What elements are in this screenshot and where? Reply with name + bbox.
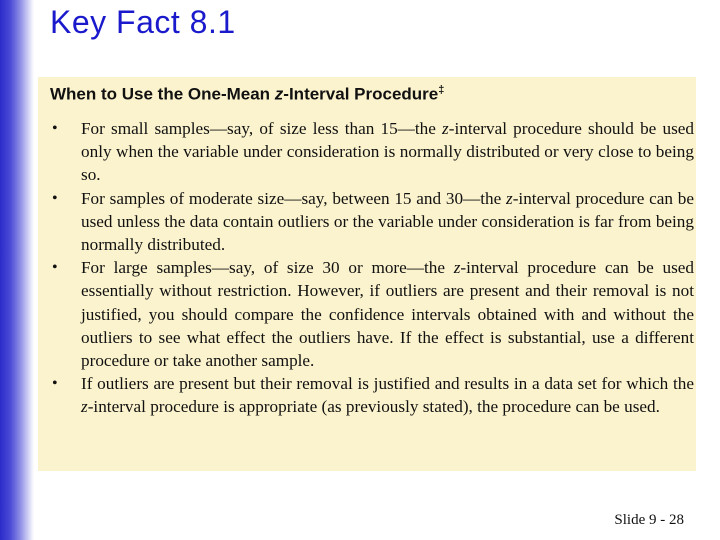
bullet-z: z xyxy=(442,119,449,138)
bullet-item-large-samples xyxy=(46,256,694,372)
bullet-text-end: -interval procedure can be used unless the data contain outliers or the variable under consideration is far from being normally distributed. xyxy=(81,188,694,255)
slide-number: Slide 9 - 28 xyxy=(614,512,684,528)
bullet-text-end: -interval procedure should be used only when the variable under consideration is normally distributed or very close to being so. xyxy=(81,119,694,185)
slide-sidebar-decoration xyxy=(0,0,34,540)
bullet-item-small-samples xyxy=(46,117,694,187)
bullet-text-start: If outliers are present but their removal is justified and results in a data set for which the xyxy=(81,374,694,394)
key-fact-box xyxy=(38,77,696,471)
heading-text-start: When to Use the One-Mean xyxy=(50,84,275,104)
key-fact-heading xyxy=(50,84,444,105)
bullet-z: z xyxy=(81,397,88,417)
slide-title: Key Fact 8.1 xyxy=(50,4,236,40)
bullet-dot-icon: • xyxy=(52,259,58,277)
bullet-text-start: For small samples—say, of size less than 15—the xyxy=(81,119,443,138)
key-fact-bullet-list xyxy=(46,117,694,419)
heading-z: z xyxy=(274,84,284,104)
bullet-text-end: -interval procedure can be used essentially without restriction. However, if outliers are present and their removal is not justified, you should compare the confidence intervals obtained with and without the outliers to see what effect the outliers have. If the effect is substantial, use a different procedure or take another sample. xyxy=(81,258,694,371)
heading-text-end: -Interval Procedure xyxy=(283,84,439,104)
heading-footnote-mark: ‡ xyxy=(438,84,445,96)
bullet-text-start: For large samples—say, of size 30 or more—the xyxy=(81,258,454,278)
bullet-text-end: -interval procedure is appropriate (as previously stated), the procedure can be used. xyxy=(87,397,660,417)
bullet-z: z xyxy=(453,258,461,278)
bullet-item-moderate-samples xyxy=(46,187,694,257)
bullet-dot-icon: • xyxy=(52,189,58,207)
bullet-dot-icon: • xyxy=(52,120,58,137)
bullet-dot-icon: • xyxy=(52,375,58,393)
bullet-z: z xyxy=(506,188,513,208)
bullet-item-outliers-removed xyxy=(46,372,694,418)
bullet-text-start: For samples of moderate size—say, between 15 and 30—the xyxy=(81,188,506,208)
